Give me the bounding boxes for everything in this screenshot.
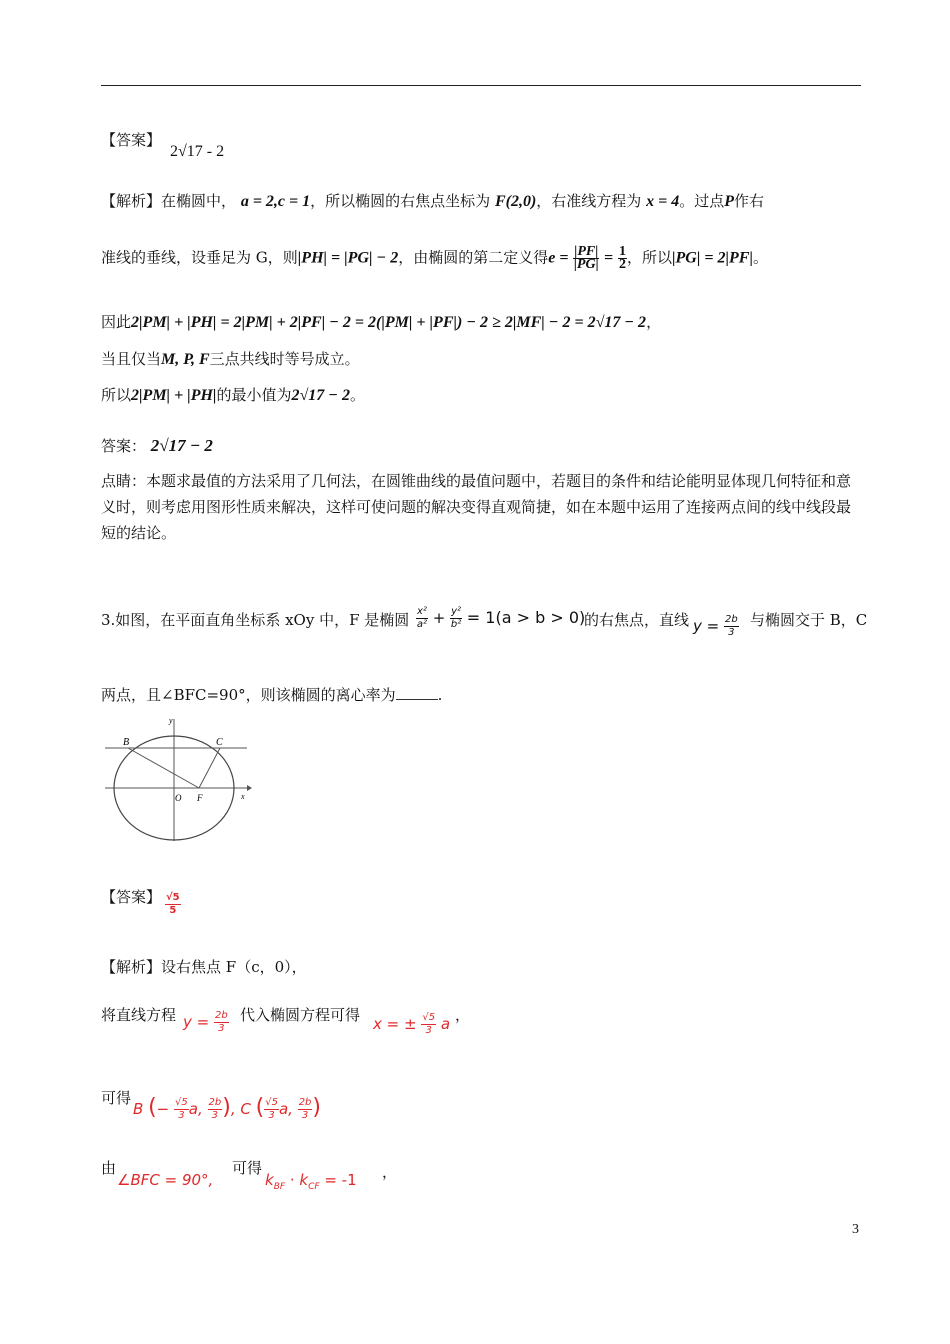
problem-3-stem-c: 与椭圆交于 B，C — [750, 611, 868, 629]
ellipse-figure — [101, 713, 253, 846]
value: = -1 — [324, 1171, 357, 1189]
answer-blank — [396, 685, 438, 700]
k: k — [299, 1171, 309, 1189]
problem-3-stem-line-1 — [101, 610, 409, 630]
text: 因此 — [101, 313, 132, 331]
text: ， — [646, 313, 662, 331]
math-directrix: x = 4 — [646, 193, 680, 210]
numerator: y² — [451, 606, 462, 617]
fraction-c-y — [298, 1097, 313, 1122]
numerator: 2b — [298, 1097, 312, 1108]
math-points: M, P, F — [161, 351, 210, 368]
analysis-3-step-2: 可得 — [101, 1089, 132, 1107]
numerator: √5 — [265, 1097, 278, 1108]
fraction-2b-3 — [214, 1010, 229, 1035]
step-1-comma: ， — [455, 1006, 471, 1024]
analysis-3-label: 【解析】 — [101, 958, 162, 976]
label-o: O — [175, 793, 182, 803]
text: 。 — [349, 386, 365, 404]
denominator: 3 — [425, 1025, 432, 1036]
denominator: 3 — [211, 1110, 219, 1121]
denominator: 2 — [618, 257, 626, 272]
sub-cf: CF — [308, 1182, 320, 1192]
text: 3.如图，在平面直角坐标系 xOy 中，F 是椭圆 — [101, 611, 410, 629]
label-f: F — [197, 793, 203, 803]
denominator: 3 — [728, 627, 735, 638]
denominator: a² — [416, 619, 428, 630]
y-equals: y = — [693, 617, 720, 635]
step-1-x-eq — [373, 1012, 450, 1037]
page-number: 3 — [852, 1222, 859, 1237]
label-x: x — [241, 792, 245, 801]
step-3-angle: ∠BFC = 90°, — [117, 1171, 214, 1189]
math-p: P — [724, 193, 734, 210]
answer-2-value: 2√17 − 2 — [150, 436, 213, 455]
fraction-b-x — [174, 1097, 189, 1122]
fraction-2b-3 — [724, 614, 739, 639]
math-inequality: 2|PM| + |PH| = 2|PM| + 2|PF| − 2 = 2(|PM| + |PF|) − 2 ≥ 2|MF| − 2 = 2√17 − 2 — [131, 314, 647, 331]
fraction-sqrt5-5 — [165, 892, 181, 917]
math-focus: F(2,0) — [494, 193, 537, 210]
text: ，所以椭圆的右焦点坐标为 — [310, 192, 491, 210]
text: 将直线方程 — [101, 1006, 177, 1024]
analysis-line-5 — [101, 385, 365, 406]
answer-label: 【答案】 — [101, 131, 162, 149]
numerator: |PF| — [574, 244, 599, 259]
fraction-sqrt5-3 — [421, 1012, 436, 1037]
analysis-line-3 — [101, 312, 661, 333]
label-c: C — [216, 737, 223, 748]
ellipse-equation — [416, 606, 585, 631]
denominator: 5 — [169, 905, 177, 916]
analysis-3-step-1 — [101, 1005, 176, 1025]
numerator: √5 — [422, 1012, 436, 1023]
answer-3-value — [165, 892, 181, 917]
text: 所以 — [101, 386, 132, 404]
numerator: 1 — [618, 244, 626, 259]
step-3-comma: ， — [382, 1163, 398, 1181]
math-e: e = — [548, 249, 569, 267]
answer-3-label: 【答案】 — [101, 888, 162, 906]
text: ，由椭圆的第二定义得 — [398, 248, 549, 267]
point-b: B — [133, 1100, 144, 1118]
denominator: 3 — [178, 1110, 185, 1121]
a: a — [440, 1015, 451, 1033]
text: 作右 — [734, 192, 765, 210]
fraction-y — [450, 606, 462, 631]
x-equals: x = ± — [373, 1015, 417, 1033]
line-equation — [693, 614, 739, 639]
equation-rest: = 1(a > b > 0) — [466, 608, 586, 627]
text: 准线的垂线，设垂足为 G，则 — [101, 248, 298, 267]
step-1-text-b: 代入椭圆方程可得 — [240, 1006, 361, 1024]
numerator: √5 — [175, 1097, 188, 1108]
analysis-line-4 — [101, 349, 360, 370]
fraction-pf-pg — [573, 246, 599, 271]
fraction-c-x — [264, 1097, 279, 1122]
answer-line — [101, 130, 161, 150]
analysis-3-step-3: 由 — [101, 1159, 117, 1177]
header-rule — [101, 85, 861, 86]
text: 设右焦点 F（c，0）， — [161, 958, 307, 976]
answer-2-line — [101, 436, 213, 456]
problem-3-stem-b: 的右焦点，直线 — [584, 611, 690, 629]
sub-bf: BF — [273, 1182, 286, 1192]
fraction-x — [416, 606, 428, 631]
minus: − — [156, 1100, 170, 1118]
problem-3-stem-line-2 — [101, 685, 442, 705]
numerator: x² — [417, 606, 427, 617]
denominator: 3 — [301, 1110, 309, 1121]
text: 。过点 — [679, 192, 725, 210]
math-ph-pg: |PH| = |PG| − 2 — [297, 249, 399, 267]
dot: · — [289, 1171, 295, 1189]
denominator: |PG| — [573, 257, 599, 272]
text: 的最小值为 — [216, 386, 292, 404]
y-equals: y = — [183, 1013, 210, 1031]
analysis-line-2: 准线的垂线，设垂足为 G，则|PH| = |PG| − 2，由椭圆的第二定义得e = $\frac{|PF|}{|PG|}$ = $\frac{1}{2}$ ，所以|PG| = 2|PF|。 — [101, 244, 768, 272]
answer-value: 2√17 - 2 — [170, 143, 225, 160]
text: ，所以 — [626, 248, 672, 267]
math-expression: 2|PM| + |PH| — [131, 387, 217, 404]
math-pg-pf: |PG| = 2|PF| — [672, 249, 753, 267]
plus: + — [432, 609, 446, 627]
answer-2-label: 答案： — [101, 437, 147, 455]
k: k — [265, 1171, 274, 1189]
note-paragraph: 点睛：本题求最值的方法采用了几何法，在圆锥曲线的最值问题中，若题目的条件和结论能明显体现几何特征和意义时，则考虑用图形性质来解决，这样可使问题的解决变得直观简捷，如在本题中运用了连接两点间的线中线段最短的结论。 — [101, 472, 852, 542]
step-1-line-eq — [183, 1010, 229, 1035]
text: 在椭圆中， — [161, 192, 237, 210]
label-b: B — [123, 737, 130, 748]
step-2-points: B (− $\frac{√5}{3}$ a, $\frac{2b}{3}$ ), C ( $\frac{√5}{3}$ a, $\frac{2b}{3}$ ) — [133, 1095, 321, 1121]
text: ，右准线方程为 — [536, 192, 642, 210]
denominator: 3 — [218, 1023, 225, 1034]
numerator: 2b — [208, 1097, 222, 1108]
numerator: √5 — [166, 892, 180, 903]
text: 当且仅当 — [101, 350, 162, 368]
point-c: C — [240, 1100, 251, 1118]
text: . — [437, 686, 443, 704]
analysis-line-1 — [101, 191, 764, 212]
denominator: b² — [450, 619, 462, 630]
analysis-label: 【解析】 — [101, 192, 162, 210]
numerator: 2b — [725, 614, 738, 625]
numerator: 2b — [215, 1010, 228, 1021]
step-3-slope — [265, 1170, 357, 1197]
text: 两点，且∠BFC=90°，则该椭圆的离心率为 — [101, 686, 396, 704]
math-a-c: a = 2,c = 1 — [240, 193, 311, 210]
fraction-half — [618, 246, 627, 271]
denominator: 3 — [268, 1110, 275, 1121]
step-3-text-b: 可得 — [232, 1159, 263, 1177]
text: 三点共线时等号成立。 — [209, 350, 360, 368]
label-y: y — [169, 716, 173, 725]
math-min-value: 2√17 − 2 — [291, 387, 350, 404]
analysis-3-line-1 — [101, 957, 307, 977]
fraction-b-y — [208, 1097, 223, 1122]
text: 。 — [752, 248, 768, 267]
